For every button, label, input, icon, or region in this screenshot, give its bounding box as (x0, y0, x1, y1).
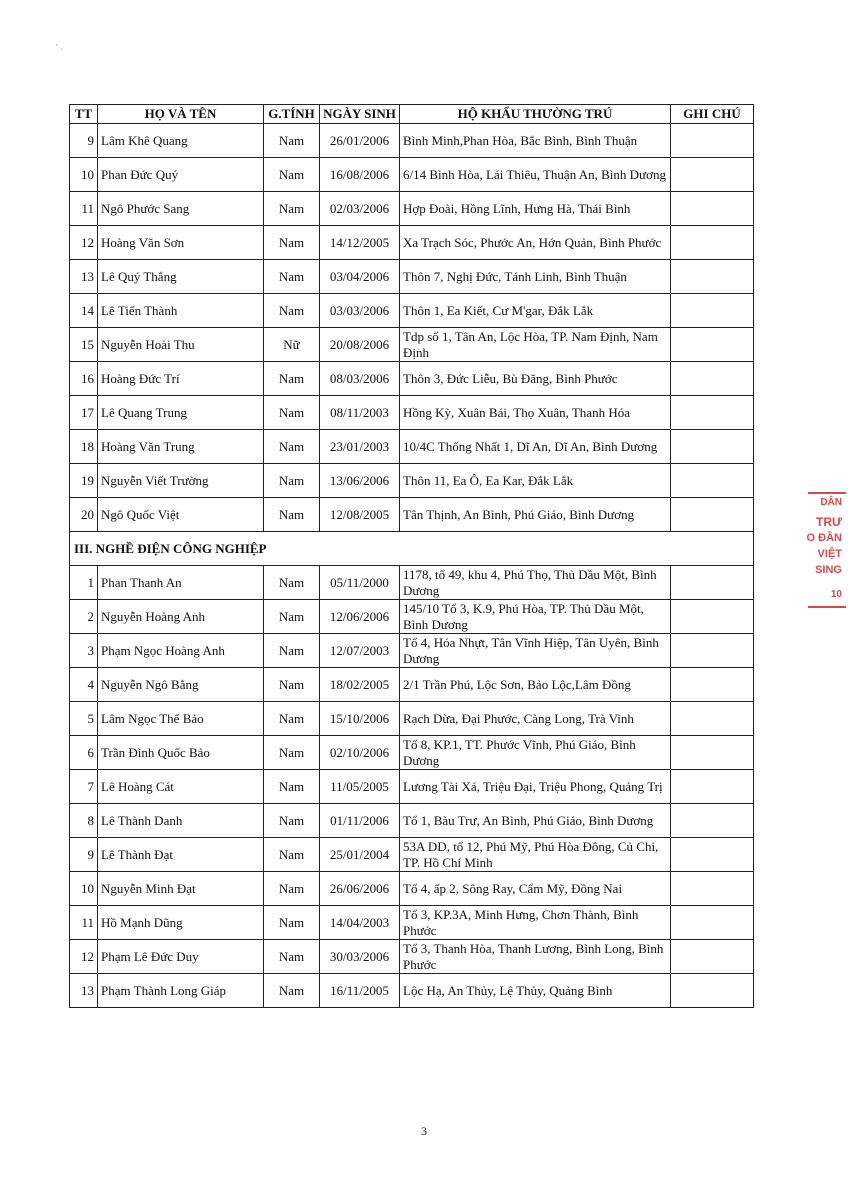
cell-gender: Nam (264, 974, 320, 1008)
cell-name: Lâm Ngọc Thế Bảo (98, 702, 264, 736)
stamp-text-3: O ĐẦN (806, 532, 842, 544)
cell-tt: 5 (70, 702, 98, 736)
cell-note (671, 226, 754, 260)
cell-gender: Nam (264, 566, 320, 600)
cell-name: Hồ Mạnh Dũng (98, 906, 264, 940)
header-note: GHI CHÚ (671, 105, 754, 124)
table-row (70, 396, 754, 430)
cell-address: Bình Minh,Phan Hòa, Bắc Bình, Bình Thuận (400, 124, 671, 158)
cell-note (671, 328, 754, 362)
cell-gender: Nam (264, 464, 320, 498)
cell-address: Hợp Đoài, Hồng Lĩnh, Hưng Hà, Thái Bình (400, 192, 671, 226)
header-tt: TT (70, 105, 98, 124)
cell-gender: Nam (264, 396, 320, 430)
cell-name: Nguyễn Hoàng Anh (98, 600, 264, 634)
cell-address: Rạch Dừa, Đại Phước, Càng Long, Trà Vinh (400, 702, 671, 736)
cell-dob: 08/03/2006 (320, 362, 400, 396)
cell-dob: 02/03/2006 (320, 192, 400, 226)
cell-gender: Nam (264, 226, 320, 260)
cell-gender: Nam (264, 872, 320, 906)
table-header-row (70, 105, 754, 124)
cell-dob: 23/01/2003 (320, 430, 400, 464)
cell-address: Thôn 1, Ea Kiết, Cư M'gar, Đắk Lắk (400, 294, 671, 328)
stamp-text-1: DÂN (820, 497, 842, 508)
cell-note (671, 634, 754, 668)
cell-gender: Nam (264, 838, 320, 872)
cell-tt: 20 (70, 498, 98, 532)
header-dob: NGÀY SINH (320, 105, 400, 124)
cell-gender: Nam (264, 668, 320, 702)
cell-gender: Nam (264, 498, 320, 532)
cell-tt: 16 (70, 362, 98, 396)
table-row (70, 600, 754, 634)
stamp-text-5: SING (815, 564, 842, 576)
cell-note (671, 124, 754, 158)
cell-gender: Nam (264, 294, 320, 328)
cell-address: Tổ 3, Thanh Hòa, Thanh Lương, Bình Long, Bình Phước (400, 940, 671, 974)
cell-note (671, 906, 754, 940)
cell-address: Thôn 3, Đức Liễu, Bù Đăng, Bình Phước (400, 362, 671, 396)
stamp-text-6: 10 (830, 589, 842, 600)
table-row (70, 872, 754, 906)
cell-note (671, 974, 754, 1008)
cell-gender: Nam (264, 260, 320, 294)
cell-dob: 03/04/2006 (320, 260, 400, 294)
cell-gender: Nam (264, 804, 320, 838)
table-row (70, 430, 754, 464)
cell-note (671, 736, 754, 770)
cell-address: Tổ 8, KP.1, TT. Phước Vĩnh, Phú Giáo, Bình Dương (400, 736, 671, 770)
cell-address: Tổ 1, Bàu Trư, An Bình, Phú Giáo, Bình Dương (400, 804, 671, 838)
table-row (70, 158, 754, 192)
cell-tt: 12 (70, 940, 98, 974)
cell-name: Hoàng Đức Trí (98, 362, 264, 396)
cell-gender: Nam (264, 430, 320, 464)
cell-tt: 3 (70, 634, 98, 668)
cell-address: Tân Thịnh, An Bình, Phú Giáo, Bình Dương (400, 498, 671, 532)
table-row (70, 124, 754, 158)
cell-note (671, 600, 754, 634)
cell-gender: Nam (264, 192, 320, 226)
cell-name: Nguyễn Hoài Thu (98, 328, 264, 362)
cell-name: Lê Quý Thắng (98, 260, 264, 294)
cell-tt: 19 (70, 464, 98, 498)
cell-tt: 17 (70, 396, 98, 430)
cell-tt: 18 (70, 430, 98, 464)
cell-dob: 18/02/2005 (320, 668, 400, 702)
cell-name: Phạm Ngọc Hoàng Anh (98, 634, 264, 668)
cell-address: Xa Trạch Sóc, Phước An, Hớn Quản, Bình Phước (400, 226, 671, 260)
cell-dob: 11/05/2005 (320, 770, 400, 804)
cell-address: Tdp số 1, Tân An, Lộc Hòa, TP. Nam Định, Nam Định (400, 328, 671, 362)
cell-tt: 13 (70, 260, 98, 294)
header-gender: G.TÍNH (264, 105, 320, 124)
cell-dob: 26/01/2006 (320, 124, 400, 158)
cell-address: Hồng Kỳ, Xuân Bái, Thọ Xuân, Thanh Hóa (400, 396, 671, 430)
cell-name: Lê Tiến Thành (98, 294, 264, 328)
cell-note (671, 940, 754, 974)
cell-name: Phạm Lê Đức Duy (98, 940, 264, 974)
cell-dob: 12/06/2006 (320, 600, 400, 634)
cell-name: Phan Thanh An (98, 566, 264, 600)
cell-note (671, 872, 754, 906)
cell-gender: Nam (264, 940, 320, 974)
cell-note (671, 430, 754, 464)
cell-dob: 20/08/2006 (320, 328, 400, 362)
cell-tt: 6 (70, 736, 98, 770)
section-row (70, 532, 754, 566)
cell-dob: 15/10/2006 (320, 702, 400, 736)
cell-name: Hoàng Văn Trung (98, 430, 264, 464)
cell-tt: 11 (70, 192, 98, 226)
cell-note (671, 770, 754, 804)
student-list-table (69, 104, 754, 1008)
cell-tt: 9 (70, 124, 98, 158)
table-row (70, 974, 754, 1008)
section-title: III. NGHỀ ĐIỆN CÔNG NGHIỆP (70, 532, 754, 566)
cell-tt: 14 (70, 294, 98, 328)
cell-note (671, 362, 754, 396)
cell-name: Phan Đức Quý (98, 158, 264, 192)
cell-gender: Nam (264, 736, 320, 770)
table-row (70, 498, 754, 532)
cell-tt: 10 (70, 872, 98, 906)
cell-address: Lương Tài Xá, Triệu Đại, Triệu Phong, Quảng Trị (400, 770, 671, 804)
table-row (70, 634, 754, 668)
cell-dob: 14/12/2005 (320, 226, 400, 260)
cell-tt: 10 (70, 158, 98, 192)
cell-tt: 9 (70, 838, 98, 872)
stamp-text-2: TRƯ (816, 515, 842, 529)
cell-name: Ngô Phước Sang (98, 192, 264, 226)
cell-gender: Nam (264, 124, 320, 158)
cell-address: 6/14 Bình Hòa, Lái Thiêu, Thuận An, Bình Dương (400, 158, 671, 192)
cell-address: Tổ 4, ấp 2, Sông Ray, Cẩm Mỹ, Đồng Nai (400, 872, 671, 906)
cell-address: Lộc Hạ, An Thủy, Lệ Thủy, Quảng Bình (400, 974, 671, 1008)
cell-tt: 1 (70, 566, 98, 600)
cell-name: Hoàng Văn Sơn (98, 226, 264, 260)
cell-dob: 01/11/2006 (320, 804, 400, 838)
table-row (70, 940, 754, 974)
cell-note (671, 294, 754, 328)
cell-tt: 12 (70, 226, 98, 260)
header-name: HỌ VÀ TÊN (98, 105, 264, 124)
cell-address: Thôn 7, Nghị Đức, Tánh Linh, Bình Thuận (400, 260, 671, 294)
table-row (70, 804, 754, 838)
cell-address: 53A DD, tổ 12, Phú Mỹ, Phú Hòa Đông, Củ Chi, TP. Hồ Chí Minh (400, 838, 671, 872)
cell-dob: 25/01/2004 (320, 838, 400, 872)
table-row (70, 566, 754, 600)
cell-note (671, 158, 754, 192)
cell-gender: Nam (264, 158, 320, 192)
cell-dob: 08/11/2003 (320, 396, 400, 430)
table-row (70, 668, 754, 702)
cell-note (671, 566, 754, 600)
cell-dob: 02/10/2006 (320, 736, 400, 770)
table-row (70, 464, 754, 498)
cell-name: Ngô Quốc Việt (98, 498, 264, 532)
cell-name: Lê Hoàng Cát (98, 770, 264, 804)
cell-address: 1178, tổ 49, khu 4, Phú Thọ, Thủ Dầu Một, Bình Dương (400, 566, 671, 600)
cell-dob: 30/03/2006 (320, 940, 400, 974)
cell-note (671, 804, 754, 838)
cell-note (671, 498, 754, 532)
cell-address: Thôn 11, Ea Ô, Ea Kar, Đắk Lắk (400, 464, 671, 498)
table-row (70, 226, 754, 260)
red-stamp (802, 490, 846, 630)
cell-name: Nguyễn Ngô Bằng (98, 668, 264, 702)
cell-name: Lê Quang Trung (98, 396, 264, 430)
cell-tt: 7 (70, 770, 98, 804)
cell-tt: 4 (70, 668, 98, 702)
cell-gender: Nam (264, 702, 320, 736)
cell-gender: Nam (264, 634, 320, 668)
table-row (70, 702, 754, 736)
table-row (70, 906, 754, 940)
header-address: HỘ KHẨU THƯỜNG TRÚ (400, 105, 671, 124)
cell-gender: Nữ (264, 328, 320, 362)
table-row (70, 328, 754, 362)
cell-tt: 8 (70, 804, 98, 838)
table-row (70, 294, 754, 328)
cell-name: Lê Thành Đạt (98, 838, 264, 872)
cell-dob: 14/04/2003 (320, 906, 400, 940)
cell-gender: Nam (264, 906, 320, 940)
cell-name: Nguyễn Viết Trường (98, 464, 264, 498)
cell-address: 2/1 Trần Phú, Lộc Sơn, Bảo Lộc,Lâm Đồng (400, 668, 671, 702)
cell-tt: 11 (70, 906, 98, 940)
cell-name: Lê Thành Danh (98, 804, 264, 838)
cell-tt: 15 (70, 328, 98, 362)
cell-dob: 05/11/2000 (320, 566, 400, 600)
page-number: 3 (421, 1124, 427, 1138)
cell-dob: 12/08/2005 (320, 498, 400, 532)
table-row (70, 770, 754, 804)
cell-address: Tổ 4, Hóa Nhựt, Tân Vĩnh Hiệp, Tân Uyên, Bình Dương (400, 634, 671, 668)
cell-note (671, 192, 754, 226)
cell-tt: 13 (70, 974, 98, 1008)
cell-dob: 13/06/2006 (320, 464, 400, 498)
cell-dob: 26/06/2006 (320, 872, 400, 906)
table-row (70, 192, 754, 226)
cell-dob: 03/03/2006 (320, 294, 400, 328)
cell-name: Lâm Khê Quang (98, 124, 264, 158)
cell-address: Tổ 3, KP.3A, Minh Hưng, Chơn Thành, Bình Phước (400, 906, 671, 940)
cell-note (671, 668, 754, 702)
cell-note (671, 702, 754, 736)
table-row (70, 362, 754, 396)
cell-tt: 2 (70, 600, 98, 634)
cell-address: 10/4C Thống Nhất 1, Dĩ An, Dĩ An, Bình Dương (400, 430, 671, 464)
cell-note (671, 260, 754, 294)
cell-name: Nguyễn Minh Đạt (98, 872, 264, 906)
cell-dob: 16/08/2006 (320, 158, 400, 192)
cell-gender: Nam (264, 770, 320, 804)
scan-marks: · ˏ (55, 40, 64, 50)
cell-note (671, 464, 754, 498)
cell-address: 145/10 Tổ 3, K.9, Phú Hòa, TP. Thủ Dầu Một, Bình Dương (400, 600, 671, 634)
stamp-text-4: VIỆT (817, 548, 842, 560)
table-row (70, 838, 754, 872)
table-row (70, 260, 754, 294)
cell-note (671, 838, 754, 872)
cell-note (671, 396, 754, 430)
cell-name: Phạm Thành Long Giáp (98, 974, 264, 1008)
cell-gender: Nam (264, 362, 320, 396)
cell-gender: Nam (264, 600, 320, 634)
table-row (70, 736, 754, 770)
cell-name: Trần Đình Quốc Bảo (98, 736, 264, 770)
cell-dob: 12/07/2003 (320, 634, 400, 668)
cell-dob: 16/11/2005 (320, 974, 400, 1008)
